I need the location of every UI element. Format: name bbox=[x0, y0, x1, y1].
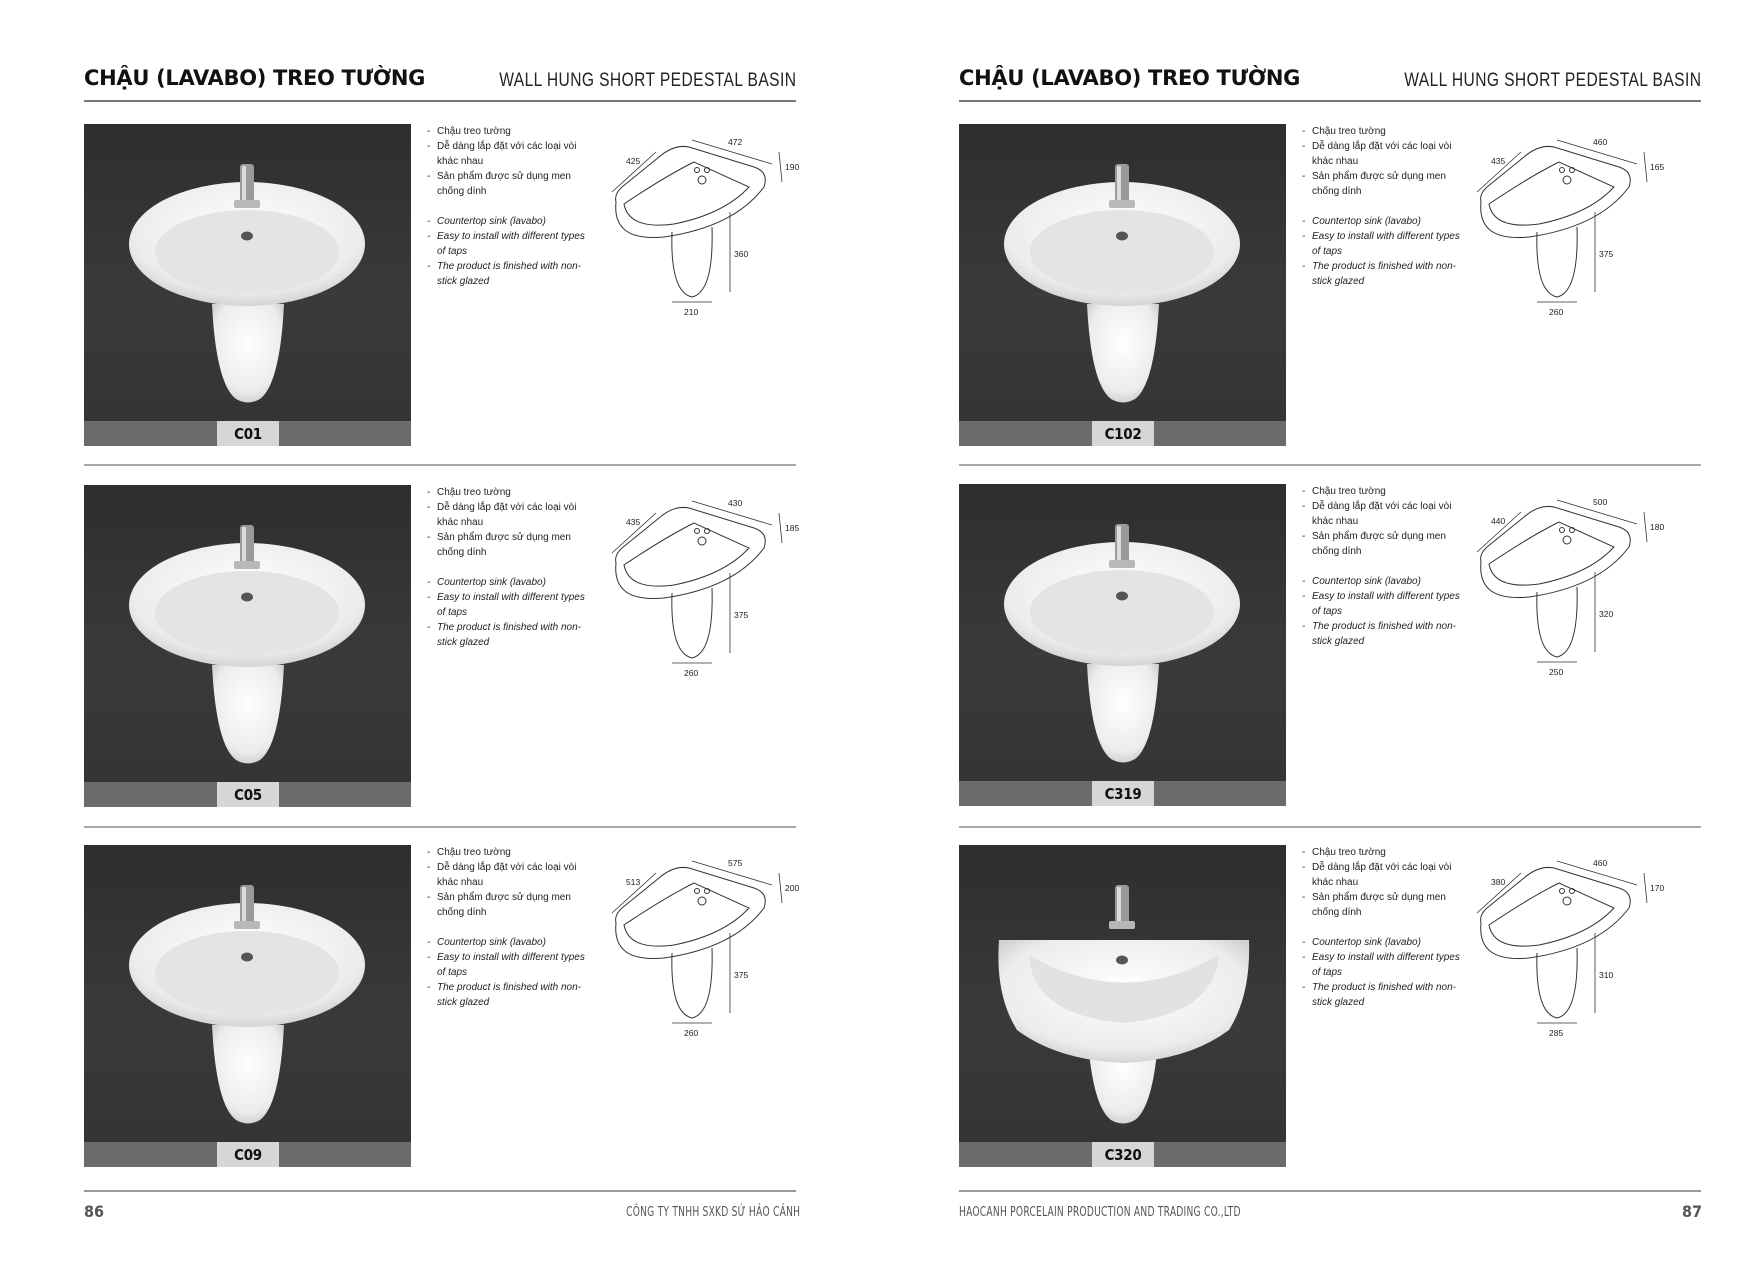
dim-pedestal-height: 375 bbox=[1599, 249, 1614, 259]
dim-pedestal-width: 210 bbox=[684, 307, 699, 317]
dim-pedestal-width: 285 bbox=[1549, 1028, 1564, 1038]
product-code: C01 bbox=[217, 421, 279, 446]
dimension-diagram bbox=[1469, 492, 1679, 692]
dim-depth: 435 bbox=[626, 517, 641, 527]
product-row bbox=[84, 124, 800, 446]
description-item: - The product is finished with non-stick glazed bbox=[1302, 259, 1467, 289]
dim-pedestal-height: 360 bbox=[734, 249, 749, 259]
description-item: - Chậu treo tường bbox=[427, 124, 592, 139]
description-item: - The product is finished with non-stick glazed bbox=[1302, 980, 1467, 1010]
dim-height: 190 bbox=[785, 162, 800, 172]
row-divider bbox=[84, 826, 796, 828]
dim-width: 500 bbox=[1593, 497, 1608, 507]
dimension-diagram bbox=[604, 853, 814, 1053]
description-item: - Sản phẩm được sử dụng men chống dính bbox=[1302, 529, 1467, 559]
dim-pedestal-height: 310 bbox=[1599, 970, 1614, 980]
dim-depth: 513 bbox=[626, 877, 641, 887]
description-item: - Sản phẩm được sử dụng men chống dính bbox=[427, 530, 592, 560]
description-item: - Dễ dàng lắp đặt với các loại vòi khác nhau bbox=[1302, 139, 1467, 169]
description-item: - Dễ dàng lắp đặt với các loại vòi khác nhau bbox=[427, 500, 592, 530]
description-vn bbox=[1302, 484, 1467, 559]
description-vn bbox=[1302, 845, 1467, 920]
dim-pedestal-height: 375 bbox=[734, 970, 749, 980]
product-row bbox=[84, 845, 800, 1167]
dim-pedestal-width: 250 bbox=[1549, 667, 1564, 677]
dimension-diagram bbox=[1469, 132, 1679, 332]
page-number: 86 bbox=[84, 1202, 105, 1221]
dim-pedestal-width: 260 bbox=[684, 1028, 699, 1038]
dimension-diagram bbox=[1469, 853, 1679, 1053]
dim-depth: 440 bbox=[1491, 516, 1506, 526]
dimension-diagram bbox=[604, 493, 814, 693]
description-item: - Dễ dàng lắp đặt với các loại vòi khác nhau bbox=[427, 139, 592, 169]
page-title-en: WALL HUNG SHORT PEDESTAL BASIN bbox=[1403, 70, 1701, 91]
product-description bbox=[1302, 845, 1467, 1010]
dim-width: 575 bbox=[728, 858, 743, 868]
basin-illustration bbox=[84, 124, 411, 446]
description-item: - Easy to install with different types of taps bbox=[427, 950, 592, 980]
description-item: - Chậu treo tường bbox=[1302, 124, 1467, 139]
product-photo bbox=[84, 124, 411, 446]
description-item: - Countertop sink (lavabo) bbox=[427, 575, 592, 590]
company-name-vn: CÔNG TY TNHH SXKD SỨ HẢO CẢNH bbox=[625, 1205, 800, 1220]
description-item: - Easy to install with different types of taps bbox=[1302, 950, 1467, 980]
dim-depth: 425 bbox=[626, 156, 641, 166]
row-divider bbox=[84, 464, 796, 466]
product-code: C09 bbox=[217, 1142, 279, 1167]
product-description bbox=[427, 845, 592, 1010]
basin-illustration bbox=[959, 484, 1286, 806]
dim-depth: 435 bbox=[1491, 156, 1506, 166]
dim-width: 430 bbox=[728, 498, 743, 508]
description-item: - Countertop sink (lavabo) bbox=[1302, 214, 1467, 229]
dim-width: 460 bbox=[1593, 858, 1608, 868]
product-description bbox=[1302, 484, 1467, 649]
page-number: 87 bbox=[1681, 1202, 1702, 1221]
description-item: - Easy to install with different types of taps bbox=[1302, 589, 1467, 619]
description-item: - The product is finished with non-stick glazed bbox=[1302, 619, 1467, 649]
description-en bbox=[427, 214, 592, 289]
basin-illustration bbox=[959, 124, 1286, 446]
description-en bbox=[1302, 935, 1467, 1010]
dim-pedestal-height: 375 bbox=[734, 610, 749, 620]
basin-illustration bbox=[84, 485, 411, 807]
description-item: - Easy to install with different types of taps bbox=[427, 590, 592, 620]
row-divider bbox=[959, 826, 1701, 828]
dim-depth: 380 bbox=[1491, 877, 1506, 887]
description-item: - Dễ dàng lắp đặt với các loại vòi khác nhau bbox=[1302, 499, 1467, 529]
page-title-vn: CHẬU (LAVABO) TREO TƯỜNG bbox=[84, 66, 426, 90]
page-title-vn: CHẬU (LAVABO) TREO TƯỜNG bbox=[959, 66, 1301, 90]
description-item: - The product is finished with non-stick glazed bbox=[427, 980, 592, 1010]
product-description bbox=[1302, 124, 1467, 289]
description-item: - Sản phẩm được sử dụng men chống dính bbox=[427, 890, 592, 920]
product-description bbox=[427, 124, 592, 289]
description-item: - Countertop sink (lavabo) bbox=[427, 935, 592, 950]
dim-pedestal-width: 260 bbox=[684, 668, 699, 678]
dim-pedestal-width: 260 bbox=[1549, 307, 1564, 317]
basin-illustration bbox=[959, 845, 1286, 1167]
footer-rule bbox=[84, 1190, 796, 1192]
basin-illustration bbox=[84, 845, 411, 1167]
dimension-diagram bbox=[604, 132, 814, 332]
dim-height: 200 bbox=[785, 883, 800, 893]
row-divider bbox=[959, 464, 1701, 466]
footer-rule bbox=[959, 1190, 1701, 1192]
description-item: - Chậu treo tường bbox=[1302, 845, 1467, 860]
description-en bbox=[1302, 574, 1467, 649]
product-code: C05 bbox=[217, 782, 279, 807]
header-rule bbox=[84, 100, 796, 102]
description-item: - Dễ dàng lắp đặt với các loại vòi khác nhau bbox=[427, 860, 592, 890]
description-item: - Sản phẩm được sử dụng men chống dính bbox=[1302, 890, 1467, 920]
product-row bbox=[959, 484, 1701, 806]
description-en bbox=[1302, 214, 1467, 289]
description-en bbox=[427, 935, 592, 1010]
page-title-en: WALL HUNG SHORT PEDESTAL BASIN bbox=[498, 70, 796, 91]
description-item: - Easy to install with different types of taps bbox=[1302, 229, 1467, 259]
description-item: - The product is finished with non-stick glazed bbox=[427, 259, 592, 289]
description-vn bbox=[427, 845, 592, 920]
product-code: C102 bbox=[1092, 421, 1154, 446]
dim-pedestal-height: 320 bbox=[1599, 609, 1614, 619]
product-row bbox=[959, 845, 1701, 1167]
description-item: - The product is finished with non-stick glazed bbox=[427, 620, 592, 650]
dim-height: 165 bbox=[1650, 162, 1665, 172]
header-rule bbox=[959, 100, 1701, 102]
company-name-en: HAOCANH PORCELAIN PRODUCTION AND TRADING CO.,LTD bbox=[959, 1205, 1241, 1220]
description-item: - Countertop sink (lavabo) bbox=[1302, 935, 1467, 950]
product-photo bbox=[959, 124, 1286, 446]
product-photo bbox=[959, 845, 1286, 1167]
description-vn bbox=[1302, 124, 1467, 199]
product-code: C320 bbox=[1092, 1142, 1154, 1167]
right-page bbox=[875, 0, 1750, 1268]
dim-height: 185 bbox=[785, 523, 800, 533]
product-photo bbox=[84, 485, 411, 807]
description-item: - Countertop sink (lavabo) bbox=[1302, 574, 1467, 589]
product-photo bbox=[84, 845, 411, 1167]
description-item: - Sản phẩm được sử dụng men chống dính bbox=[1302, 169, 1467, 199]
product-row bbox=[84, 485, 800, 807]
description-item: - Easy to install with different types of taps bbox=[427, 229, 592, 259]
product-code: C319 bbox=[1092, 781, 1154, 806]
description-vn bbox=[427, 485, 592, 560]
dim-width: 460 bbox=[1593, 137, 1608, 147]
product-row bbox=[959, 124, 1701, 446]
dim-height: 170 bbox=[1650, 883, 1665, 893]
description-item: - Countertop sink (lavabo) bbox=[427, 214, 592, 229]
description-vn bbox=[427, 124, 592, 199]
description-en bbox=[427, 575, 592, 650]
product-description bbox=[427, 485, 592, 650]
dim-height: 180 bbox=[1650, 522, 1665, 532]
description-item: - Sản phẩm được sử dụng men chống dính bbox=[427, 169, 592, 199]
description-item: - Chậu treo tường bbox=[427, 845, 592, 860]
product-photo bbox=[959, 484, 1286, 806]
description-item: - Chậu treo tường bbox=[1302, 484, 1467, 499]
description-item: - Chậu treo tường bbox=[427, 485, 592, 500]
description-item: - Dễ dàng lắp đặt với các loại vòi khác nhau bbox=[1302, 860, 1467, 890]
dim-width: 472 bbox=[728, 137, 743, 147]
